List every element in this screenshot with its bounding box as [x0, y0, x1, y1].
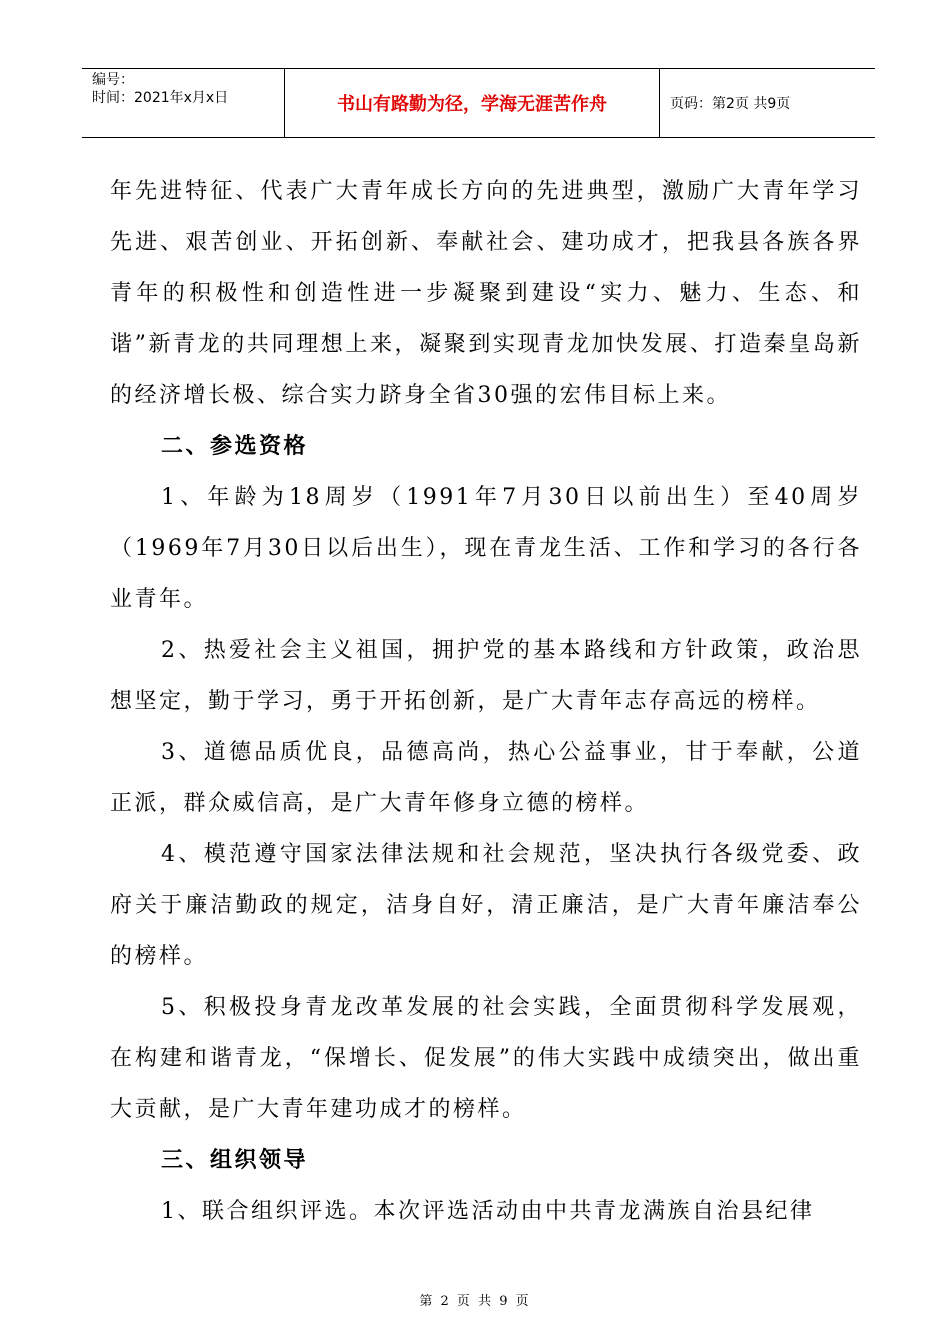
header-page-info: 页码：第2页 共9页	[670, 96, 791, 112]
eligibility-item-5: 5、积极投身青龙改革发展的社会实践，全面贯彻科学发展观，在构建和谐青龙，“保增长、促发展”的伟大实践中成绩突出，做出重大贡献，是广大青年建功成才的榜样。	[110, 995, 862, 1122]
document-number-label: 编号：	[92, 72, 134, 88]
organization-item-1: 1、联合组织评选。本次评选活动由中共青龙满族自治县纪律	[161, 1199, 815, 1224]
page-header	[82, 68, 875, 138]
eligibility-item-3: 3、道德品质优良，品德高尚，热心公益事业，甘于奉献，公道正派，群众威信高，是广大青年修身立德的榜样。	[110, 740, 862, 816]
section-heading-organization: 三、组织领导	[161, 1148, 309, 1173]
eligibility-item-4: 4、模范遵守国家法律法规和社会规范，坚决执行各级党委、政府关于廉洁勤政的规定，洁身自好，清正廉洁，是广大青年廉洁奉公的榜样。	[110, 842, 862, 969]
eligibility-item-2: 2、热爱社会主义祖国，拥护党的基本路线和方针政策，政治思想坚定，勤于学习，勇于开拓创新，是广大青年志存高远的榜样。	[110, 638, 862, 714]
page-footer: 第 2 页 共 9 页	[419, 1294, 531, 1309]
header-motto: 书山有路勤为径，学海无涯苦作舟	[285, 69, 660, 137]
eligibility-item-1: 1、年龄为18周岁（1991年7月30日以前出生）至40周岁（1969年7月30日以后出生），现在青龙生活、工作和学习的各行各业青年。	[110, 485, 862, 612]
section-heading-eligibility: 二、参选资格	[161, 434, 309, 459]
paragraph-intro-continued: 年先进特征、代表广大青年成长方向的先进典型，激励广大青年学习先进、艰苦创业、开拓创新、奉献社会、建功成才，把我县各族各界青年的积极性和创造性进一步凝聚到建设“实力、魅力、生态、和谐”新青龙的共同理想上来，凝聚到实现青龙加快发展、打造秦皇岛新的经济增长极、综合实力跻身全省30强的宏伟目标上来。	[110, 179, 862, 408]
header-meta	[82, 69, 285, 137]
document-body	[110, 166, 862, 1237]
document-time-label: 时间：2021年x月x日	[92, 90, 229, 106]
